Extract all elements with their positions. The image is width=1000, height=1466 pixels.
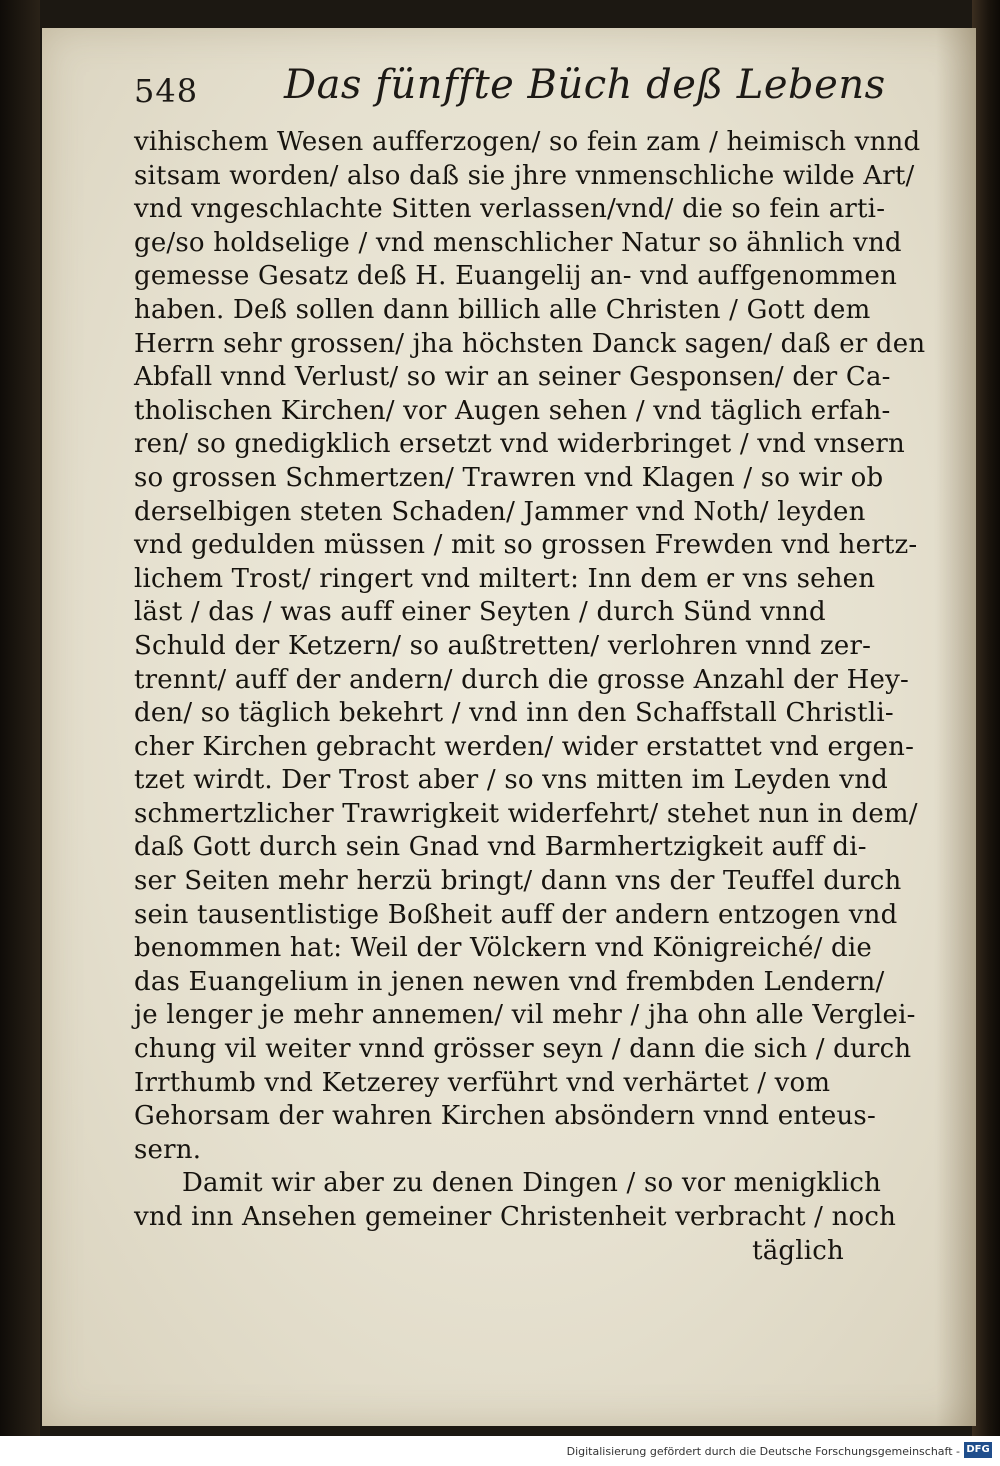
paragraph-start-line: Damit wir aber zu denen Dingen / so vor menigklich (182, 1168, 882, 1199)
running-head (134, 62, 886, 118)
text-line: läst / das / was auff einer Seyten / durch Sünd vnnd (134, 597, 826, 628)
text-line: sein tausentlistige Boßheit auff der andern entzogen vnd (134, 899, 898, 930)
text-line: derselbigen steten Schaden/ Jammer vnd Noth/ leyden (134, 496, 866, 527)
text-line: lichem Trost/ ringert vnd miltert: Inn dem er vns sehen (134, 563, 876, 594)
funding-credit: Digitalisierung gefördert durch die Deutsche Forschungsgemeinschaft - (566, 1445, 960, 1458)
text-line: den/ so täglich bekehrt / vnd inn den Schaffstall Christli- (134, 698, 894, 729)
text-line: ser Seiten mehr herzü bringt/ dann vns der Teuffel durch (134, 866, 902, 897)
scan-edge-left (0, 0, 40, 1436)
text-line: ge/so holdselige / vnd menschlicher Natur so ähnlich vnd (134, 227, 902, 258)
text-line: Schuld der Ketzern/ so außtretten/ verlohren vnnd zer- (134, 630, 872, 661)
text-line: tzet wirdt. Der Trost aber / so vns mitten im Leyden vnd (134, 765, 888, 796)
text-line: Herrn sehr grossen/ jha höchsten Danck sagen/ daß er den (134, 328, 926, 359)
text-line: so grossen Schmertzen/ Trawren vnd Klagen / so wir ob (134, 462, 884, 493)
page-number: 548 (134, 72, 199, 110)
text-line: ren/ so gnedigklich ersetzt vnd widerbringet / vnd vnsern (134, 429, 905, 460)
text-line: schmertzlicher Trawrigkeit widerfehrt/ stehet nun in dem/ (134, 798, 918, 829)
text-line: tholischen Kirchen/ vor Augen sehen / vnd täglich erfah- (134, 395, 891, 426)
text-line: sern. (134, 1134, 202, 1165)
text-line: sitsam worden/ also daß sie jhre vnmenschliche wilde Art/ (134, 160, 915, 191)
body-text (134, 126, 926, 1268)
dfg-logo: DFG (964, 1442, 992, 1458)
text-line: benommen hat: Weil der Völckern vnd Königreiché/ die (134, 933, 872, 964)
text-line: cher Kirchen gebracht werden/ wider erstattet vnd ergen- (134, 731, 915, 762)
text-line: vnd vngeschlachte Sitten verlassen/vnd/ die so fein arti- (134, 194, 886, 225)
text-line: daß Gott durch sein Gnad vnd Barmhertzigkeit auff di- (134, 832, 867, 863)
text-line: Gehorsam der wahren Kirchen absöndern vnnd enteus- (134, 1101, 876, 1132)
text-line: das Euangelium in jenen newen vnd frembden Lendern/ (134, 966, 885, 997)
running-title: Das fünffte Büch deß Lebens (284, 62, 886, 108)
page-gutter-shadow (936, 28, 976, 1426)
text-line: je lenger je mehr annemen/ vil mehr / jha ohn alle Verglei- (134, 1000, 916, 1031)
text-line: vihischem Wesen aufferzogen/ so fein zam / heimisch vnnd (134, 127, 921, 157)
text-line: Irrthumb vnd Ketzerey verführt vnd verhärtet / vom (134, 1067, 831, 1098)
scan-edge-right (972, 0, 1000, 1436)
text-line: trennt/ auff der andern/ durch die grosse Anzahl der Hey- (134, 664, 909, 695)
text-line: vnd inn Ansehen gemeiner Christenheit verbracht / noch (134, 1202, 897, 1232)
text-line: chung vil weiter vnnd grösser seyn / dann die sich / durch (134, 1034, 912, 1065)
footer-bar (0, 1436, 1000, 1466)
text-line: vnd gedulden müssen / mit so grossen Frewden vnd hertz- (134, 530, 918, 561)
text-line: haben. Deß sollen dann billich alle Christen / Gott dem (134, 294, 871, 325)
text-line: gemesse Gesatz deß H. Euangelij an- vnd auffgenommen (134, 261, 898, 292)
catchword: täglich (752, 1235, 844, 1266)
text-line: Abfall vnnd Verlust/ so wir an seiner Gesponsen/ der Ca- (134, 362, 891, 393)
